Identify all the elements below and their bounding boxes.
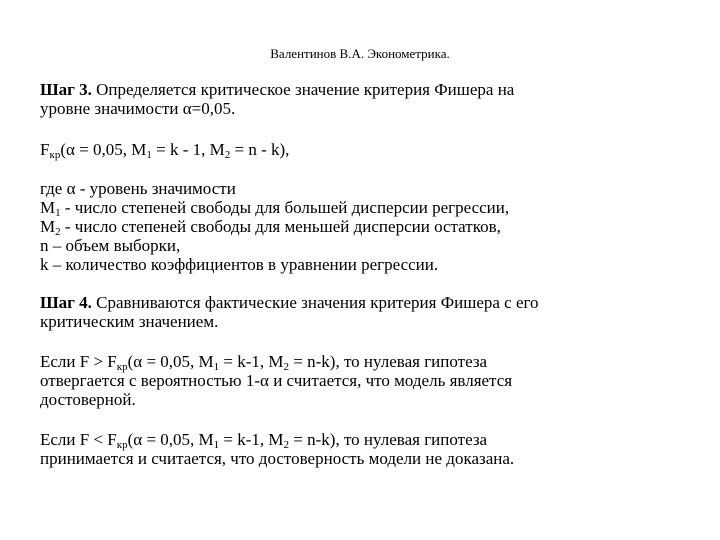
case-accept-paragraph: Если $F < F_{кр}(\alpha = 0,05$, $M_1 = k-1$, $M_2 = n-k$), то нулевая гипотеза принимается и считается, что достоверность модели не доказана. bbox=[40, 430, 515, 468]
step-3-line-1: Шаг 3. Определяется критическое значение критерия Фишера на bbox=[40, 80, 515, 99]
step-4-label: Шаг 4. bbox=[40, 293, 92, 312]
step-3-label: Шаг 3. bbox=[40, 80, 92, 99]
definition-alpha: где α - уровень значимости bbox=[40, 179, 236, 198]
page-header: Валентинов В.А. Эконометрика. bbox=[270, 46, 450, 61]
fisher-formula: $F_{кр}(\alpha = 0,05$, $M_1 = k - 1$, $M_2 = n - k$), bbox=[40, 140, 290, 161]
definition-m1: $M_1$ - число степеней свободы для большей дисперсии регрессии, bbox=[40, 198, 510, 219]
definitions-list bbox=[40, 179, 680, 274]
step-3-line-2: уровне значимости α=0,05. bbox=[40, 99, 236, 118]
case-reject-paragraph: Если $F > F_{кр}(\alpha = 0,05$, $M_1 = k-1$, $M_2 = n-k$), то нулевая гипотеза отвергается с вероятностью 1-α и считается, что модель является достоверной. bbox=[40, 352, 513, 409]
step-3-paragraph bbox=[40, 80, 680, 118]
step-4-paragraph bbox=[40, 293, 680, 331]
definition-k: k – количество коэффициентов в уравнении регрессии. bbox=[40, 255, 439, 274]
step-4-line-1: Шаг 4. Сравниваются фактические значения критерия Фишера с его bbox=[40, 293, 539, 312]
definition-m2: $M_2$ - число степеней свободы для меньшей дисперсии остатков, bbox=[40, 217, 501, 238]
definition-n: n – объем выборки, bbox=[40, 236, 181, 255]
step-4-line-2: критическим значением. bbox=[40, 312, 219, 331]
